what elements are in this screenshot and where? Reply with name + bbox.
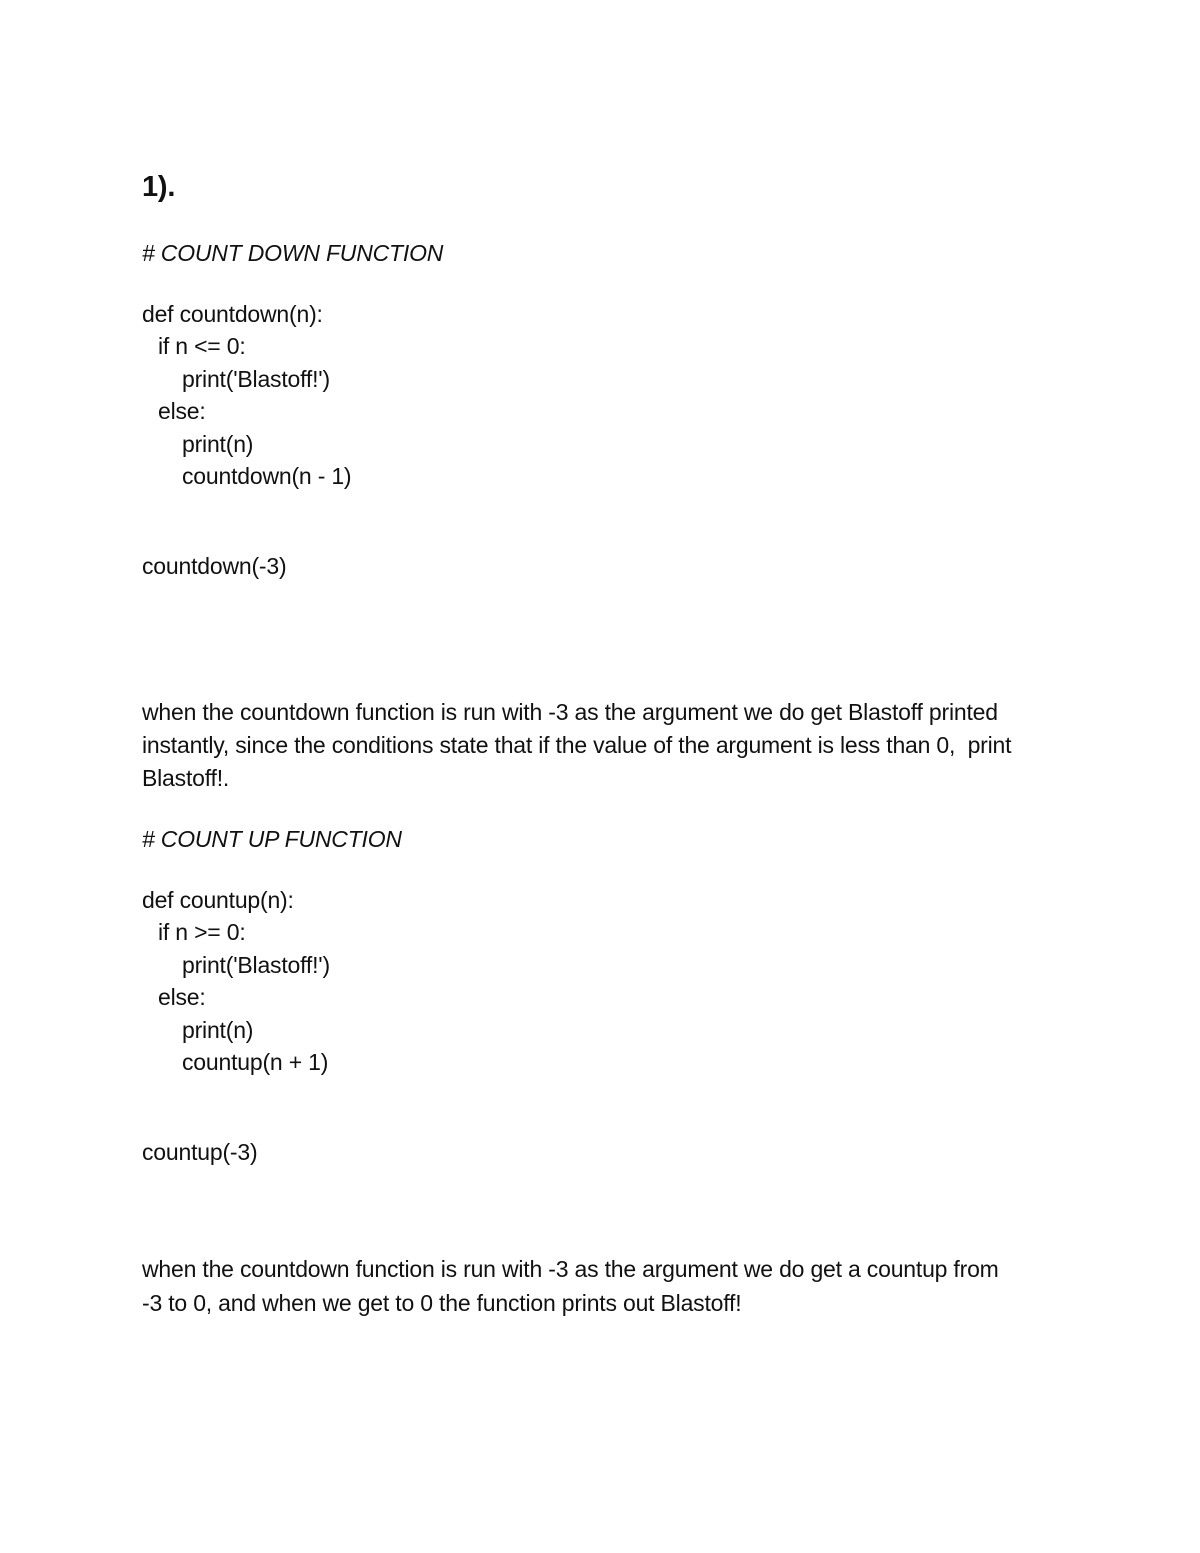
- countup-code-line-6: countup(n + 1): [182, 1049, 329, 1075]
- countup-comment: # COUNT UP FUNCTION: [142, 826, 402, 852]
- countdown-explanation-line-2: instantly, since the conditions state that if the value of the argument is less than 0, print: [142, 732, 1012, 758]
- countdown-code-line-1: def countdown(n):: [142, 301, 323, 327]
- countdown-explanation-line-1: when the countdown function is run with -3 as the argument we do get Blastoff printed: [142, 699, 998, 725]
- countup-code-line-5: print(n): [182, 1017, 254, 1043]
- countup-code-line-3: print('Blastoff!'): [182, 952, 330, 978]
- countdown-code-line-5: print(n): [182, 431, 254, 457]
- countup-call: countup(-3): [142, 1139, 258, 1165]
- countdown-code-line-3: print('Blastoff!'): [182, 366, 330, 392]
- countdown-call: countdown(-3): [142, 553, 287, 579]
- countup-code-line-2: if n >= 0:: [158, 919, 246, 945]
- countup-explanation-line-1: when the countdown function is run with -3 as the argument we do get a countup from: [142, 1256, 999, 1282]
- countup-code-line-1: def countup(n):: [142, 887, 294, 913]
- countdown-code-line-2: if n <= 0:: [158, 333, 246, 359]
- countdown-code-line-6: countdown(n - 1): [182, 463, 352, 489]
- countup-code-line-4: else:: [158, 984, 206, 1010]
- countdown-explanation-line-3: Blastoff!.: [142, 765, 230, 791]
- countup-explanation-line-2: -3 to 0, and when we get to 0 the function prints out Blastoff!: [142, 1290, 742, 1316]
- question-number-heading: 1).: [142, 171, 176, 203]
- countdown-comment: # COUNT DOWN FUNCTION: [142, 240, 444, 266]
- countdown-code-line-4: else:: [158, 398, 206, 424]
